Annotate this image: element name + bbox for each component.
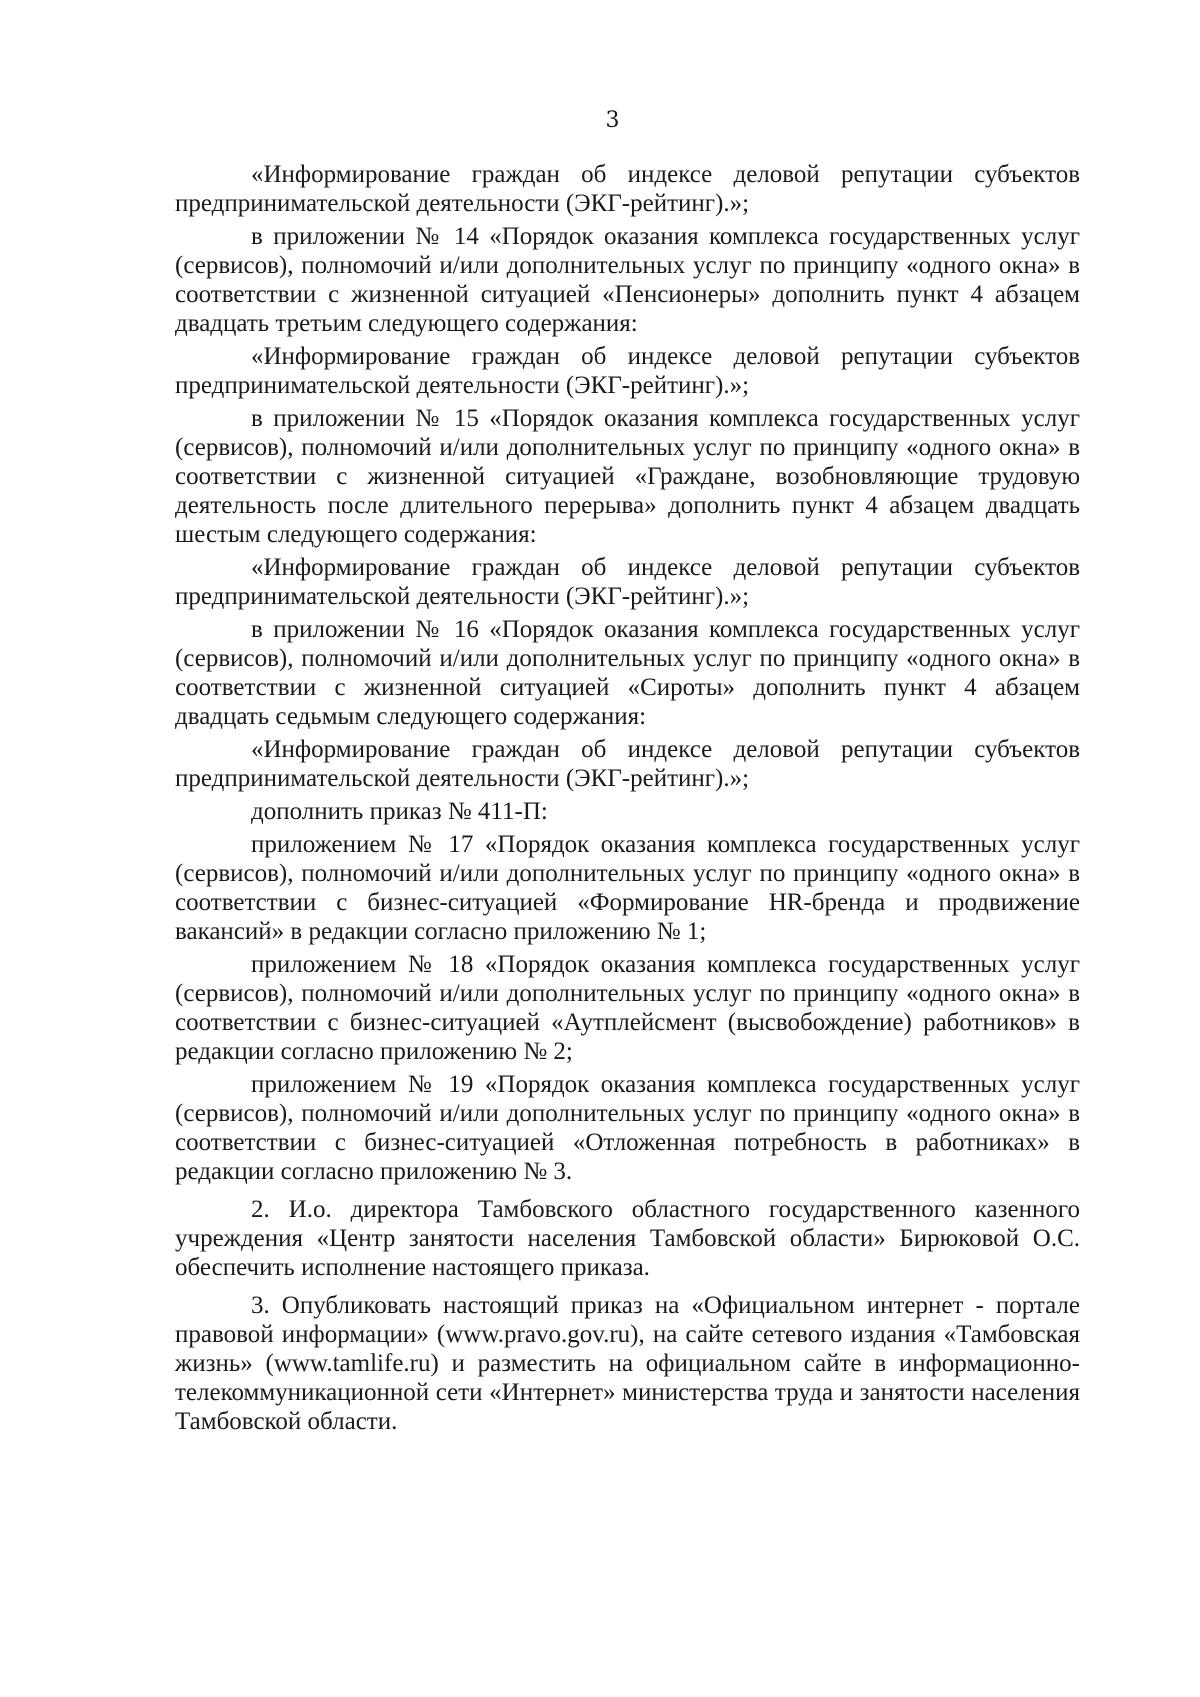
paragraph-appendix-15: в приложении № 15 «Порядок оказания комплекса государственных услуг (сервисов), полномочий и/или дополнительных услуг по принципу «одного окна» в соответствии с жизненной ситуацией «Граждане, возобновляющие трудовую деятельность после длительного перерыва» дополнить пункт 4 абзацем двадцать шестым следующего содержания: xyxy=(175,405,1080,548)
paragraph-appendix-18: приложением № 18 «Порядок оказания комплекса государственных услуг (сервисов), полномочий и/или дополнительных услуг по принципу «одного окна» в соответствии с бизнес-ситуацией «Аутплейсмент (высвобождение) работников» в редакции согласно приложению № 2; xyxy=(175,951,1080,1065)
paragraph-supplement-order: дополнить приказ № 411-П: xyxy=(251,798,548,825)
paragraph-quote-4: «Информирование граждан об индексе деловой репутации субъектов предпринимательской деятельности (ЭКГ-рейтинг).»; xyxy=(175,736,1080,792)
paragraph-item-3: 3. Опубликовать настоящий приказ на «Официальном интернет - портале правовой информации» (www.pravo.gov.ru), на сайте сетевого издания «Тамбовская жизнь» (www.tamlife.ru) и разместить на официальном сайте в информационно-телекоммуникационной сети «Интернет» министерства труда и занятости населения Тамбовской области. xyxy=(175,1292,1080,1435)
paragraph-appendix-16: в приложении № 16 «Порядок оказания комплекса государственных услуг (сервисов), полномочий и/или дополнительных услуг по принципу «одного окна» в соответствии с жизненной ситуацией «Сироты» дополнить пункт 4 абзацем двадцать седьмым следующего содержания: xyxy=(175,616,1080,730)
paragraph-quote-1: «Информирование граждан об индексе деловой репутации субъектов предпринимательской деятельности (ЭКГ-рейтинг).»; xyxy=(175,161,1080,217)
paragraph-appendix-19: приложением № 19 «Порядок оказания комплекса государственных услуг (сервисов), полномочий и/или дополнительных услуг по принципу «одного окна» в соответствии с бизнес-ситуацией «Отложенная потребность в работниках» в редакции согласно приложению № 3. xyxy=(175,1071,1080,1185)
paragraph-quote-2: «Информирование граждан об индексе деловой репутации субъектов предпринимательской деятельности (ЭКГ-рейтинг).»; xyxy=(175,343,1080,399)
page-number: 3 xyxy=(605,108,620,133)
document-body xyxy=(175,160,1080,1440)
paragraph-appendix-14: в приложении № 14 «Порядок оказания комплекса государственных услуг (сервисов), полномочий и/или дополнительных услуг по принципу «одного окна» в соответствии с жизненной ситуацией «Пенсионеры» дополнить пункт 4 абзацем двадцать третьим следующего содержания: xyxy=(175,223,1080,337)
paragraph-item-2: 2. И.о. директора Тамбовского областного государственного казенного учреждения «Центр занятости населения Тамбовской области» Бирюковой О.С. обеспечить исполнение настоящего приказа. xyxy=(175,1196,1080,1281)
paragraph-quote-3: «Информирование граждан об индексе деловой репутации субъектов предпринимательской деятельности (ЭКГ-рейтинг).»; xyxy=(175,554,1080,610)
paragraph-appendix-17: приложением № 17 «Порядок оказания комплекса государственных услуг (сервисов), полномочий и/или дополнительных услуг по принципу «одного окна» в соответствии с бизнес-ситуацией «Формирование HR-бренда и продвижение вакансий» в редакции согласно приложению № 1; xyxy=(175,831,1080,945)
